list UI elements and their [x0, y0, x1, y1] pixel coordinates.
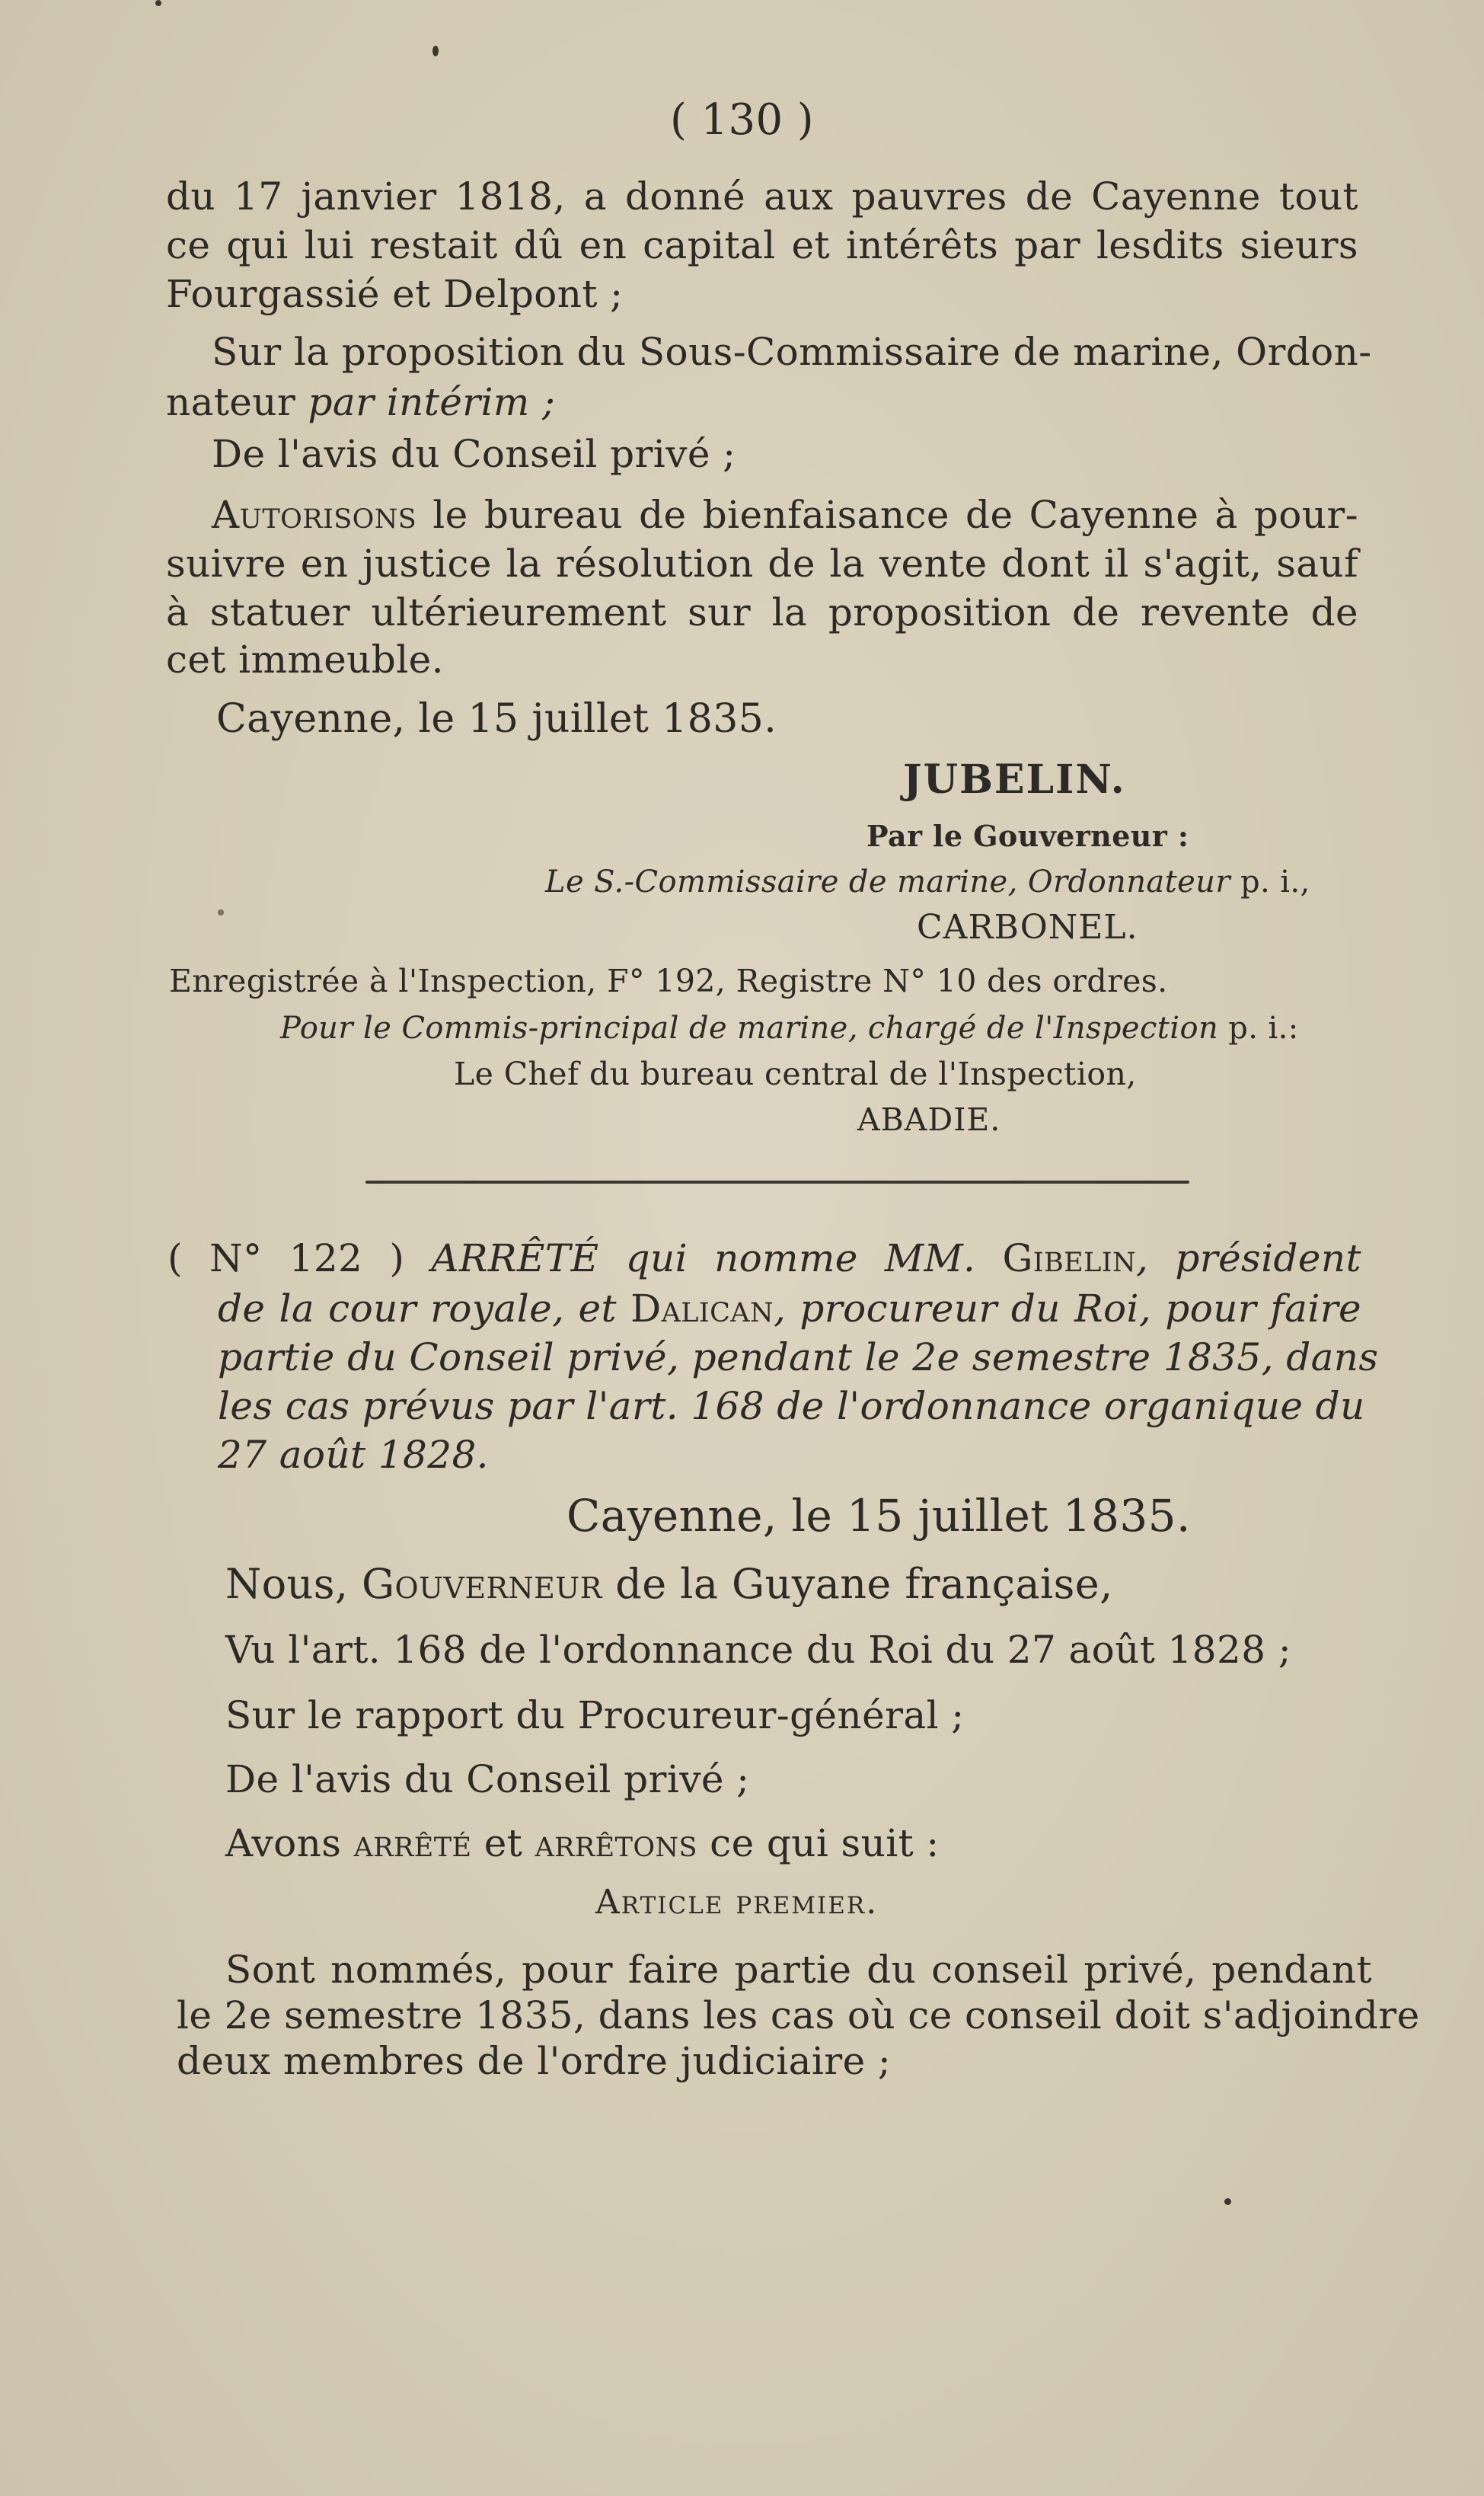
autorisons: Autorisons	[212, 493, 417, 537]
section-divider	[365, 1181, 1189, 1184]
ink-speck	[155, 0, 161, 6]
proposition-text: nateur	[166, 380, 308, 424]
carbonel-signature: CARBONEL.	[917, 908, 1138, 947]
dalican-name: Dalican	[630, 1286, 774, 1331]
decision-line-1	[212, 492, 1358, 538]
proposition-line-1: Sur la proposition du Sous-Commissaire de marine, Ordon-	[212, 330, 1372, 374]
arrete-line-3: partie du Conseil privé, pendant le 2e semestre 1835, dans	[218, 1335, 1379, 1379]
arrete-number: ( N° 122 )	[168, 1236, 432, 1280]
arretons-word: arrêtons	[535, 1821, 697, 1865]
enregistree-line: Enregistrée à l'Inspection, F° 192, Registre N° 10 des ordres.	[169, 963, 1168, 999]
avis-conseil-1: De l'avis du Conseil privé ;	[212, 432, 736, 476]
abadie-signature: ABADIE.	[857, 1101, 1001, 1138]
gouverneur-word: Gouverneur	[361, 1560, 602, 1608]
continuation-line-1: du 17 janvier 1818, a donné aux pauvres de Cayenne tout	[166, 174, 1358, 219]
arrete-text-2: , président	[1135, 1236, 1362, 1280]
decision-text-1: le bureau de bienfaisance de Cayenne à pour-	[416, 493, 1358, 537]
nous-line	[225, 1561, 1113, 1607]
commis-principal-text: Pour le Commis-principal de marine, chargé de l'Inspection	[280, 1011, 1229, 1046]
avis-conseil-2: De l'avis du Conseil privé ;	[225, 1757, 750, 1801]
arrete-line-1	[168, 1235, 1361, 1281]
vu-line: Vu l'art. 168 de l'ordonnance du Roi du 27 août 1828 ;	[225, 1628, 1291, 1672]
arrete-line-4: les cas prévus par l'art. 168 de l'ordonnance organique du	[218, 1384, 1365, 1428]
par-interim: par intérim ;	[308, 380, 556, 424]
date-line-2: Cayenne, le 15 juillet 1835.	[566, 1490, 1191, 1542]
gibelin-name: Gibelin	[1002, 1236, 1136, 1280]
arrete-text-3: de la cour royale, et	[218, 1286, 631, 1331]
continuation-line-2: ce qui lui restait dû en capital et intérêts par lesdits sieurs	[166, 223, 1358, 267]
ce-qui-suit: ce qui suit :	[697, 1821, 940, 1865]
et-word: et	[471, 1821, 535, 1865]
page-number: ( 130 )	[670, 95, 814, 145]
rapport-line: Sur le rapport du Procureur-général ;	[225, 1693, 965, 1737]
ink-speck	[1224, 2198, 1231, 2205]
ink-speck	[432, 46, 439, 56]
ink-speck	[218, 909, 224, 916]
commis-pi: p. i.:	[1228, 1011, 1299, 1046]
commissaire-line	[545, 859, 1310, 905]
proposition-line-2	[166, 379, 555, 425]
arrete-line-2	[218, 1286, 1361, 1331]
date-line-1: Cayenne, le 15 juillet 1835.	[216, 696, 777, 742]
guyane-text: de la Guyane française,	[602, 1560, 1113, 1608]
continuation-line-3: Fourgassié et Delpont ;	[166, 272, 624, 316]
arrete-text-4: , procureur du Roi, pour faire	[774, 1286, 1362, 1331]
arrete-title: ARRÊTÉ	[431, 1236, 599, 1280]
arrete-word: arrêté	[353, 1821, 472, 1865]
decision-line-2: suivre en justice la résolution de la vente dont il s'agit, sauf	[166, 542, 1358, 586]
nous-text: Nous,	[225, 1560, 362, 1608]
commissaire-title: Le S.-Commissaire de marine, Ordonnateur	[545, 864, 1240, 900]
avons-line	[225, 1820, 940, 1866]
sont-line-1: Sont nommés, pour faire partie du conseil privé, pendant	[225, 1948, 1372, 1992]
commissaire-pi: p. i.,	[1240, 864, 1310, 900]
arrete-line-5: 27 août 1828.	[218, 1433, 489, 1477]
decision-line-3: à statuer ultérieurement sur la proposition de revente de	[166, 590, 1358, 634]
arrete-text-1: qui nomme MM.	[598, 1236, 1003, 1280]
avons-word: Avons	[225, 1821, 354, 1865]
article-heading: Article premier.	[595, 1883, 879, 1922]
sont-line-2: le 2e semestre 1835, dans les cas où ce conseil doit s'adjoindre	[177, 1993, 1420, 2037]
sont-line-3: deux membres de l'ordre judiciaire ;	[177, 2039, 892, 2083]
chef-bureau-line: Le Chef du bureau central de l'Inspection,	[454, 1056, 1137, 1092]
governor-signature: JUBELIN.	[903, 756, 1126, 803]
decision-line-4: cet immeuble.	[166, 638, 444, 682]
commis-principal-line	[280, 1005, 1299, 1051]
par-le-gouverneur: Par le Gouverneur :	[866, 819, 1189, 853]
